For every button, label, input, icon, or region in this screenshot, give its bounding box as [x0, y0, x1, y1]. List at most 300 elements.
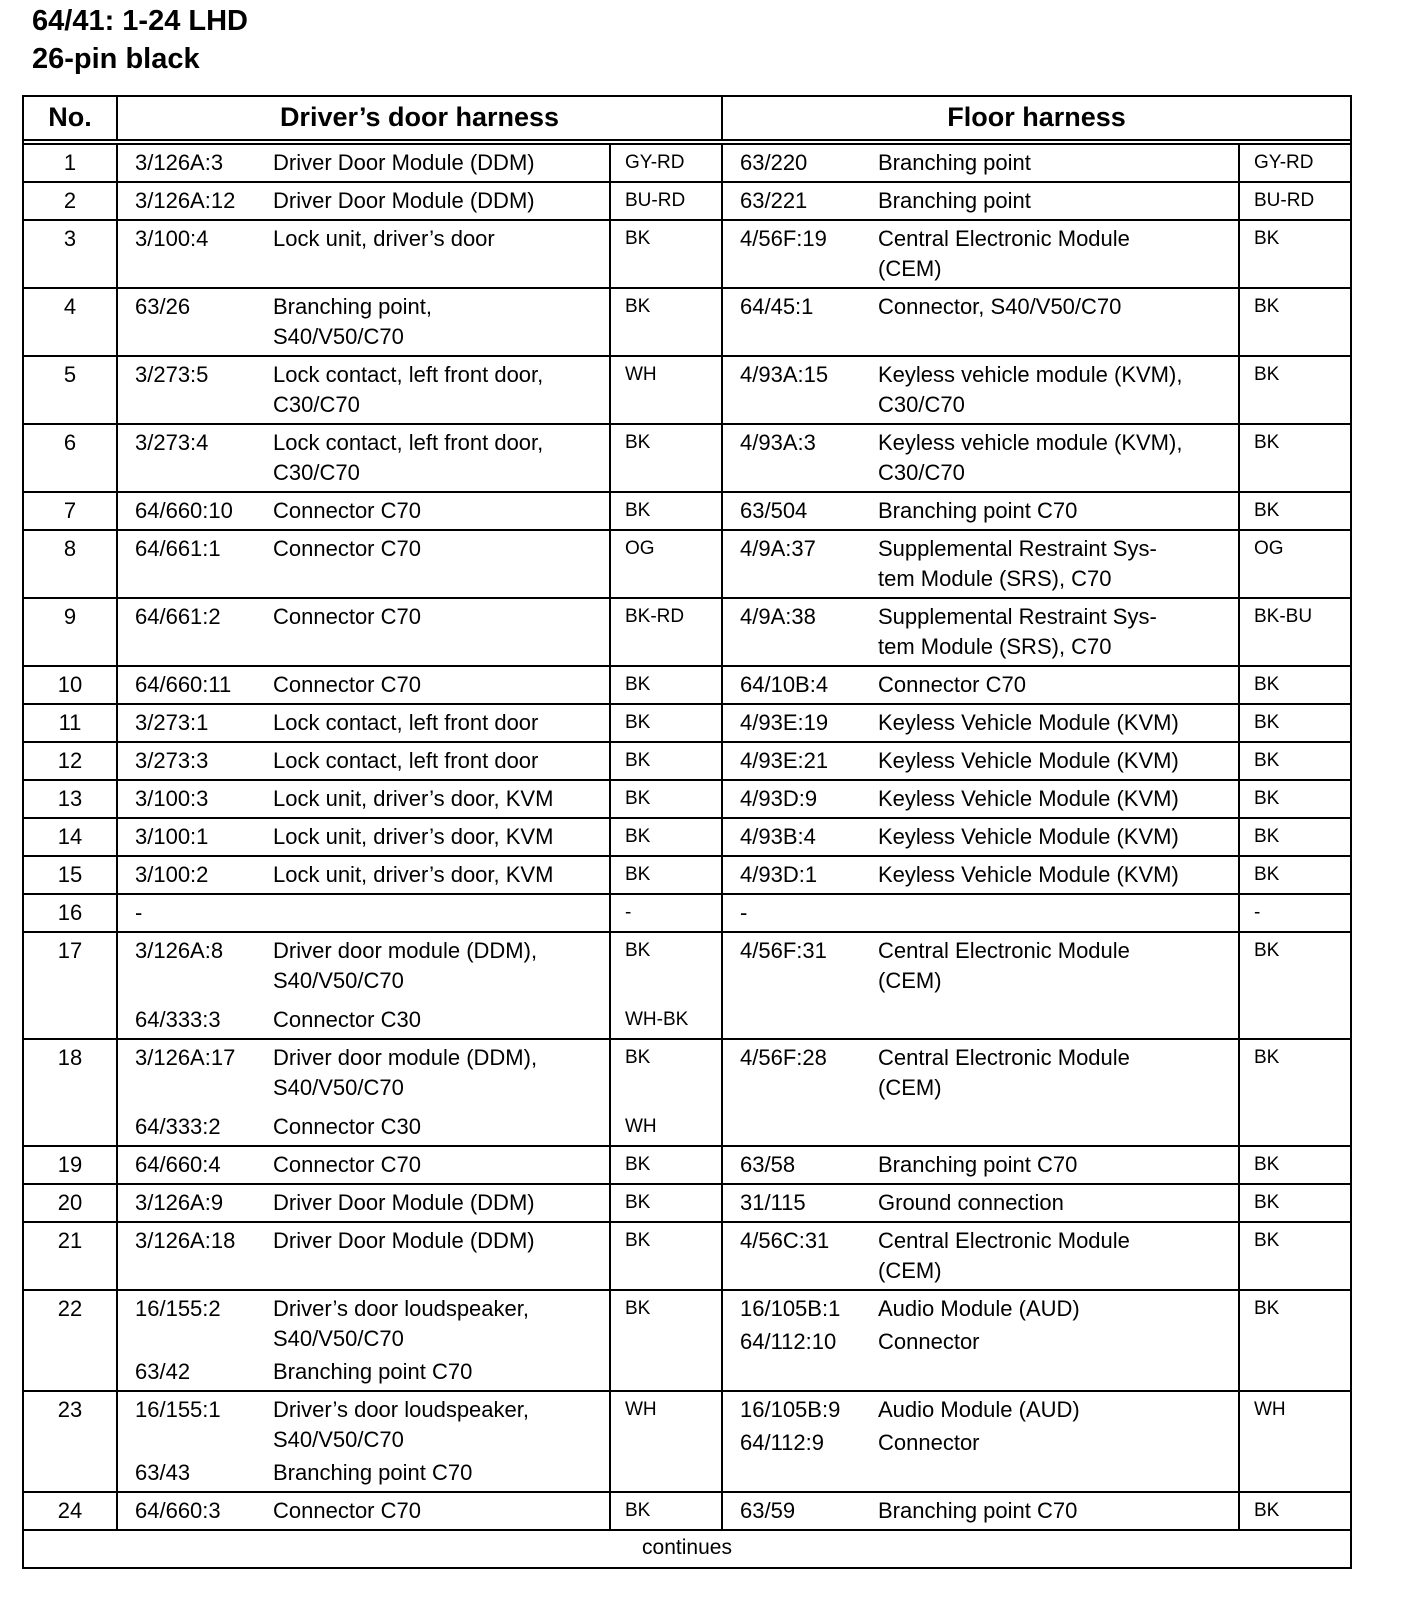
driver-connection: [118, 1147, 721, 1183]
component-description: Connector C70: [273, 536, 421, 561]
driver-harness-cell: [118, 1291, 723, 1390]
connector-code: 16/105B:9: [740, 1397, 841, 1422]
driver-harness-cell: [118, 357, 723, 423]
component-description: Branching point C70: [878, 1152, 1078, 1177]
floor-connection: [723, 183, 1350, 219]
driver-harness-cell: [118, 819, 723, 855]
wire-color: [1238, 1327, 1350, 1390]
component-description: Keyless vehicle module (KVM), C30/C70: [878, 362, 1183, 417]
wire-color: -: [1238, 895, 1350, 931]
wire-color: BK: [609, 743, 723, 779]
connector-code: 64/112:10: [740, 1329, 837, 1354]
wire-color: BK: [609, 781, 723, 817]
floor-harness-cell: [723, 1185, 1350, 1221]
component-description: Central Electronic Module (CEM): [878, 1228, 1130, 1283]
table-row: [24, 1040, 1350, 1147]
connector-code: 4/9A:37: [740, 536, 816, 561]
component-description: Connector C30: [273, 1007, 421, 1032]
floor-harness-cell: [723, 493, 1350, 529]
pin-number: 8: [24, 531, 118, 597]
driver-harness-cell: [118, 1040, 723, 1145]
table-row: [24, 531, 1350, 599]
floor-harness-cell: [723, 705, 1350, 741]
wire-color: WH: [1238, 1392, 1350, 1428]
connector-code: 4/93A:15: [740, 362, 829, 387]
component-description: Driver door module (DDM), S40/V50/C70: [273, 1045, 538, 1100]
wire-color: BK: [1238, 1147, 1350, 1183]
connector-code: 64/661:1: [135, 536, 221, 561]
component-description: Driver’s door loudspeaker, S40/V50/C70: [273, 1296, 529, 1351]
table-row: [24, 1392, 1350, 1493]
wire-color: [609, 1458, 723, 1491]
connector-code: 64/333:2: [135, 1114, 221, 1139]
component-description: Central Electronic Module (CEM): [878, 938, 1130, 993]
pin-number: 5: [24, 357, 118, 423]
table-row: [24, 493, 1350, 531]
floor-connection: [723, 145, 1350, 181]
pin-number: 2: [24, 183, 118, 219]
component-description: Lock contact, left front door: [273, 710, 539, 735]
driver-connection: [118, 705, 721, 741]
wire-color: BK: [609, 1185, 723, 1221]
driver-connection: [118, 1040, 721, 1106]
connector-code: 64/660:11: [135, 672, 232, 697]
floor-harness-cell: [723, 599, 1350, 665]
connector-code: 3/273:5: [135, 362, 209, 387]
wire-color: BK: [609, 667, 723, 703]
wire-color: BK: [609, 289, 723, 355]
connector-code: 4/93A:3: [740, 430, 816, 455]
component-description: Driver Door Module (DDM): [273, 1190, 535, 1215]
driver-connection: [118, 819, 721, 855]
driver-connection: [118, 1223, 721, 1289]
wire-color: BK: [1238, 1040, 1350, 1145]
component-description: Connector: [878, 1329, 980, 1354]
floor-connection: [723, 599, 1350, 665]
connector-code: -: [135, 900, 143, 925]
floor-connection: [723, 705, 1350, 741]
connector-code: 16/105B:1: [740, 1296, 841, 1321]
floor-connection: [723, 933, 1350, 1038]
connector-code: 63/26: [135, 294, 191, 319]
floor-connection: [723, 781, 1350, 817]
driver-connection: [118, 999, 721, 1038]
table-row: [24, 1147, 1350, 1185]
component-description: Connector C70: [273, 604, 421, 629]
floor-connection: [723, 425, 1350, 491]
component-description: Supplemental Restraint Sys- tem Module (SRS), C70: [878, 536, 1157, 591]
connector-code: 3/100:3: [135, 786, 209, 811]
table-row: [24, 145, 1350, 183]
table-row: [24, 599, 1350, 667]
table-row: [24, 743, 1350, 781]
component-description: Keyless Vehicle Module (KVM): [878, 824, 1179, 849]
connector-code: 16/155:1: [135, 1397, 221, 1422]
header-driver-door-harness: Driver’s door harness: [118, 97, 723, 139]
floor-connection: [723, 1223, 1350, 1289]
floor-harness-cell: [723, 743, 1350, 779]
connector-code: 31/115: [740, 1190, 806, 1215]
floor-connection: [723, 1493, 1350, 1529]
connector-code: 64/660:4: [135, 1152, 221, 1177]
floor-connection: [723, 531, 1350, 597]
connector-code: -: [740, 900, 748, 925]
driver-harness-cell: [118, 857, 723, 893]
component-description: Supplemental Restraint Sys- tem Module (SRS), C70: [878, 604, 1157, 659]
connector-code: 4/93B:4: [740, 824, 816, 849]
driver-harness-cell: [118, 183, 723, 219]
wire-color: BK: [609, 819, 723, 855]
wire-color: [1238, 1428, 1350, 1491]
driver-harness-cell: [118, 1493, 723, 1529]
table-row: [24, 781, 1350, 819]
component-description: Keyless Vehicle Module (KVM): [878, 748, 1179, 773]
connector-code: 63/42: [135, 1359, 191, 1384]
pin-number: 18: [24, 1040, 118, 1145]
wire-color: BK: [609, 1223, 723, 1289]
component-description: Lock contact, left front door, C30/C70: [273, 362, 544, 417]
floor-connection: [723, 289, 1350, 355]
driver-connection: [118, 857, 721, 893]
driver-connection: [118, 221, 721, 287]
wire-color: BK: [1238, 857, 1350, 893]
driver-connection: [118, 1291, 721, 1357]
connector-code: 64/112:9: [740, 1430, 825, 1455]
component-description: [273, 895, 609, 931]
pin-number: 4: [24, 289, 118, 355]
component-description: Lock contact, left front door, C30/C70: [273, 430, 544, 485]
driver-harness-cell: [118, 1185, 723, 1221]
driver-connection: [118, 895, 721, 931]
wire-color: BK: [1238, 357, 1350, 423]
wire-color: [609, 1357, 723, 1390]
pin-number: 9: [24, 599, 118, 665]
wire-color: BK: [609, 857, 723, 893]
component-description: Lock unit, driver’s door: [273, 226, 495, 251]
driver-harness-cell: [118, 895, 723, 931]
component-description: Keyless Vehicle Module (KVM): [878, 710, 1179, 735]
floor-connection: [723, 1392, 1350, 1428]
wire-color: WH-BK: [609, 999, 723, 1038]
connector-code: 63/58: [740, 1152, 796, 1177]
driver-harness-cell: [118, 531, 723, 597]
floor-harness-cell: [723, 145, 1350, 181]
table-body: [24, 145, 1350, 1531]
pin-number: 20: [24, 1185, 118, 1221]
connector-code: 3/126A:8: [135, 938, 224, 963]
connector-code: 3/126A:9: [135, 1190, 224, 1215]
driver-harness-cell: [118, 221, 723, 287]
component-description: Lock unit, driver’s door, KVM: [273, 824, 554, 849]
table-row: [24, 1223, 1350, 1291]
floor-connection: [723, 1040, 1350, 1145]
wire-color: BK: [609, 425, 723, 491]
driver-connection: [118, 1458, 721, 1491]
connector-code: 3/100:4: [135, 226, 209, 251]
floor-connection: [723, 1428, 1350, 1491]
driver-connection: [118, 493, 721, 529]
component-description: Keyless Vehicle Module (KVM): [878, 862, 1179, 887]
driver-connection: [118, 1357, 721, 1390]
driver-connection: [118, 1392, 721, 1458]
floor-harness-cell: [723, 425, 1350, 491]
component-description: Branching point: [878, 188, 1031, 213]
driver-harness-cell: [118, 933, 723, 1038]
wire-color: GY-RD: [609, 145, 723, 181]
driver-connection: [118, 1493, 721, 1529]
wire-color: BK: [1238, 1493, 1350, 1529]
pin-number: 22: [24, 1291, 118, 1390]
driver-connection: [118, 599, 721, 665]
wire-color: BK: [1238, 221, 1350, 287]
driver-connection: [118, 145, 721, 181]
connector-code: 64/661:2: [135, 604, 221, 629]
floor-connection: [723, 1185, 1350, 1221]
floor-harness-cell: [723, 667, 1350, 703]
floor-connection: [723, 1147, 1350, 1183]
connector-code: 4/9A:38: [740, 604, 816, 629]
connector-code: 3/126A:3: [135, 150, 224, 175]
wire-color: BK-RD: [609, 599, 723, 665]
component-description: Branching point: [878, 150, 1031, 175]
connector-code: 63/220: [740, 150, 808, 175]
table-row: [24, 857, 1350, 895]
pin-number: 17: [24, 933, 118, 1038]
driver-connection: [118, 667, 721, 703]
pin-number: 14: [24, 819, 118, 855]
wire-color: OG: [609, 531, 723, 597]
wire-color: BU-RD: [609, 183, 723, 219]
pin-number: 3: [24, 221, 118, 287]
component-description: Branching point C70: [878, 1498, 1078, 1523]
header-floor-harness: Floor harness: [947, 102, 1126, 132]
component-description: Driver Door Module (DDM): [273, 188, 535, 213]
pin-number: 11: [24, 705, 118, 741]
wire-color: BK-BU: [1238, 599, 1350, 665]
connector-code: 64/660:3: [135, 1498, 221, 1523]
table-row: [24, 1291, 1350, 1392]
wire-color: BK: [609, 1040, 723, 1106]
pin-number: 1: [24, 145, 118, 181]
floor-connection: [723, 1327, 1350, 1390]
wire-color: -: [609, 895, 723, 931]
wire-color: OG: [1238, 531, 1350, 597]
floor-connection: [723, 819, 1350, 855]
driver-harness-cell: [118, 781, 723, 817]
floor-harness-cell: [723, 531, 1350, 597]
driver-connection: [118, 531, 721, 597]
connector-code: 4/56F:31: [740, 938, 827, 963]
component-description: Driver’s door loudspeaker, S40/V50/C70: [273, 1397, 529, 1452]
connector-code: 4/56F:28: [740, 1045, 827, 1070]
driver-connection: [118, 289, 721, 355]
table-header: [24, 97, 1350, 145]
pin-number: 23: [24, 1392, 118, 1491]
continues-note: continues: [642, 1536, 732, 1559]
wire-color: BK: [609, 705, 723, 741]
component-description: Branching point C70: [273, 1460, 473, 1485]
component-description: Lock unit, driver’s door, KVM: [273, 786, 554, 811]
table-row: [24, 667, 1350, 705]
component-description: Driver Door Module (DDM): [273, 150, 535, 175]
driver-connection: [118, 357, 721, 423]
page-title: 64/41: 1-24 LHD 26-pin black: [32, 5, 248, 75]
component-description: Connector C70: [273, 498, 421, 523]
component-description: Ground connection: [878, 1190, 1064, 1215]
table-row: [24, 705, 1350, 743]
component-description: Branching point, S40/V50/C70: [273, 294, 432, 349]
floor-harness-cell: [723, 1291, 1350, 1390]
connector-code: 3/126A:17: [135, 1045, 236, 1070]
component-description: Connector C70: [878, 672, 1026, 697]
wire-color: WH: [609, 357, 723, 423]
pinout-table: [22, 95, 1352, 1569]
component-description: Driver Door Module (DDM): [273, 1228, 535, 1253]
wire-color: BK: [609, 493, 723, 529]
wire-color: BK: [609, 1493, 723, 1529]
driver-connection: [118, 781, 721, 817]
driver-harness-cell: [118, 425, 723, 491]
table-row: [24, 933, 1350, 1040]
wire-color: GY-RD: [1238, 145, 1350, 181]
pin-number: 24: [24, 1493, 118, 1529]
wire-color: WH: [609, 1392, 723, 1458]
connector-code: 4/56C:31: [740, 1228, 830, 1253]
floor-connection: [723, 857, 1350, 893]
floor-connection: [723, 493, 1350, 529]
connector-code: 64/333:3: [135, 1007, 221, 1032]
pin-number: 6: [24, 425, 118, 491]
connector-code: 4/93D:1: [740, 862, 818, 887]
connector-code: 64/10B:4: [740, 672, 829, 697]
wire-color: BK: [1238, 1223, 1350, 1289]
component-description: Branching point C70: [878, 498, 1078, 523]
floor-harness-cell: [723, 289, 1350, 355]
wire-color: WH: [609, 1106, 723, 1145]
table-row: [24, 1493, 1350, 1531]
table-row: [24, 289, 1350, 357]
wire-color: BK: [1238, 781, 1350, 817]
floor-harness-cell: [723, 183, 1350, 219]
component-description: Driver door module (DDM), S40/V50/C70: [273, 938, 538, 993]
component-description: Central Electronic Module (CEM): [878, 226, 1130, 281]
floor-connection: [723, 895, 1350, 931]
component-description: Connector C70: [273, 1152, 421, 1177]
driver-harness-cell: [118, 1392, 723, 1491]
driver-connection: [118, 183, 721, 219]
driver-harness-cell: [118, 1147, 723, 1183]
table-row: [24, 183, 1350, 221]
component-description: Branching point C70: [273, 1359, 473, 1384]
pin-number: 13: [24, 781, 118, 817]
connector-code: 3/100:2: [135, 862, 209, 887]
connector-code: 63/43: [135, 1460, 191, 1485]
floor-harness-cell: [723, 221, 1350, 287]
connector-code: 4/56F:19: [740, 226, 827, 251]
driver-harness-cell: [118, 1223, 723, 1289]
component-description: Lock contact, left front door: [273, 748, 539, 773]
table-row: [24, 1185, 1350, 1223]
connector-code: 3/126A:12: [135, 188, 236, 213]
table-row: [24, 221, 1350, 289]
connector-code: 3/273:4: [135, 430, 209, 455]
floor-harness-cell: [723, 857, 1350, 893]
component-description: Connector C70: [273, 672, 421, 697]
driver-harness-cell: [118, 743, 723, 779]
component-description: Connector: [878, 1430, 980, 1455]
component-description: Lock unit, driver’s door, KVM: [273, 862, 554, 887]
table-row: [24, 895, 1350, 933]
floor-harness-cell: [723, 1392, 1350, 1491]
pin-number: 12: [24, 743, 118, 779]
connector-code: 3/126A:18: [135, 1228, 236, 1253]
floor-harness-cell: [723, 819, 1350, 855]
component-description: Audio Module (AUD): [878, 1296, 1080, 1321]
table-row: [24, 357, 1350, 425]
floor-harness-cell: [723, 1223, 1350, 1289]
connector-code: 4/93D:9: [740, 786, 818, 811]
pin-number: 15: [24, 857, 118, 893]
floor-connection: [723, 743, 1350, 779]
connector-code: 63/504: [740, 498, 808, 523]
wire-color: BK: [1238, 705, 1350, 741]
connector-code: 4/93E:19: [740, 710, 829, 735]
floor-harness-cell: [723, 895, 1350, 931]
driver-connection: [118, 1185, 721, 1221]
wire-color: BK: [609, 933, 723, 999]
driver-harness-cell: [118, 599, 723, 665]
header-no: No.: [24, 97, 118, 139]
wire-color: BK: [609, 1147, 723, 1183]
component-description: Connector, S40/V50/C70: [878, 294, 1122, 319]
wire-color: BK: [1238, 819, 1350, 855]
component-description: Connector C70: [273, 1498, 421, 1523]
wire-color: BK: [1238, 493, 1350, 529]
pin-number: 16: [24, 895, 118, 931]
driver-connection: [118, 425, 721, 491]
connector-code: 64/660:10: [135, 498, 233, 523]
wire-color: BK: [1238, 667, 1350, 703]
component-description: Keyless Vehicle Module (KVM): [878, 786, 1179, 811]
pin-number: 10: [24, 667, 118, 703]
component-description: Central Electronic Module (CEM): [878, 1045, 1130, 1100]
floor-harness-cell: [723, 1147, 1350, 1183]
table-row: [24, 819, 1350, 857]
floor-connection: [723, 1291, 1350, 1327]
wire-color: BK: [609, 221, 723, 287]
pin-number: 7: [24, 493, 118, 529]
connector-code: 4/93E:21: [740, 748, 829, 773]
driver-harness-cell: [118, 705, 723, 741]
connector-code: 63/59: [740, 1498, 796, 1523]
connector-code: 63/221: [740, 188, 808, 213]
driver-connection: [118, 743, 721, 779]
connector-code: 16/155:2: [135, 1296, 221, 1321]
driver-harness-cell: [118, 667, 723, 703]
floor-harness-cell: [723, 1493, 1350, 1529]
pin-number: 21: [24, 1223, 118, 1289]
wire-color: BK: [609, 1291, 723, 1357]
component-description: Audio Module (AUD): [878, 1397, 1080, 1422]
wire-color: BK: [1238, 743, 1350, 779]
connector-code: 64/45:1: [740, 294, 814, 319]
component-description: [878, 895, 1238, 931]
wire-color: BK: [1238, 425, 1350, 491]
driver-connection: [118, 1106, 721, 1145]
wire-color: BK: [1238, 1185, 1350, 1221]
floor-harness-cell: [723, 781, 1350, 817]
floor-connection: [723, 221, 1350, 287]
